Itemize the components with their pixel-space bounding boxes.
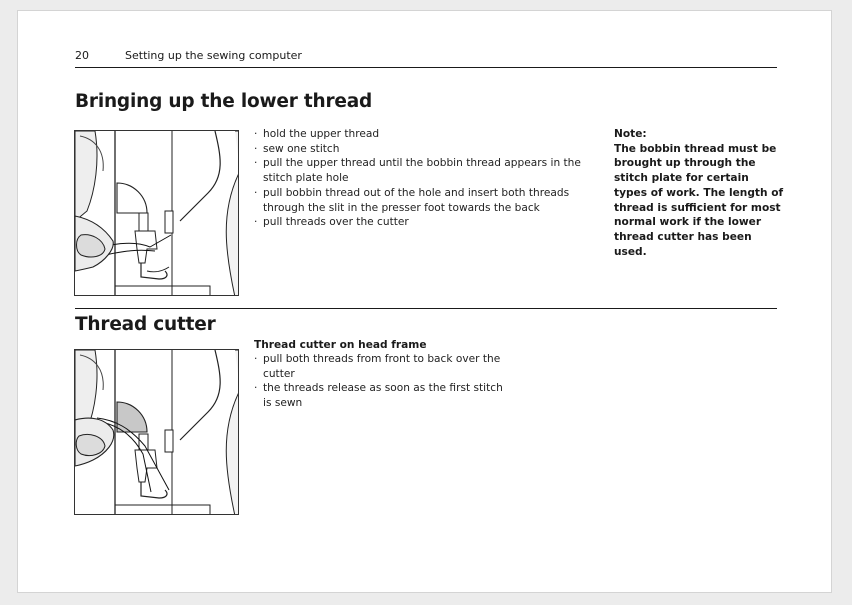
- bobbin-thread-steps: [254, 127, 604, 230]
- note-box: [614, 127, 784, 259]
- section-title-lower-thread: Bringing up the lower thread: [75, 91, 373, 112]
- sewing-machine-bobbin-illustration: [74, 130, 239, 296]
- list-item: · pull threads over the cutter: [254, 215, 604, 230]
- subheading-thread-cutter-head-frame: Thread cutter on head frame: [254, 339, 427, 351]
- section-title-thread-cutter: Thread cutter: [75, 314, 216, 335]
- illustration-drawing: [75, 131, 239, 296]
- note-text: The bobbin thread must be brought up through the stitch plate for certain types of work. The length of thread is sufficient for most normal work if the lower thread cutter has been used.: [614, 142, 784, 258]
- list-item: · the threads release as soon as the first stitch is sewn: [254, 381, 514, 410]
- list-item: · hold the upper thread: [254, 127, 604, 142]
- note-label: Note:: [614, 128, 647, 140]
- manual-page: [17, 10, 832, 593]
- illustration-drawing: [75, 350, 239, 515]
- list-item: · pull both threads from front to back over the cutter: [254, 352, 514, 381]
- page-number: 20: [75, 49, 89, 62]
- section-divider: [75, 308, 777, 309]
- list-item: · sew one stitch: [254, 142, 604, 157]
- running-header: Setting up the sewing computer: [125, 49, 302, 62]
- thread-cutter-steps: [254, 352, 514, 411]
- list-item: · pull bobbin thread out of the hole and insert both threads through the slit in the presser foot towards the back: [254, 186, 604, 215]
- header-rule: [75, 67, 777, 68]
- list-item: · pull the upper thread until the bobbin thread appears in the stitch plate hole: [254, 156, 604, 185]
- sewing-machine-thread-cutter-illustration: [74, 349, 239, 515]
